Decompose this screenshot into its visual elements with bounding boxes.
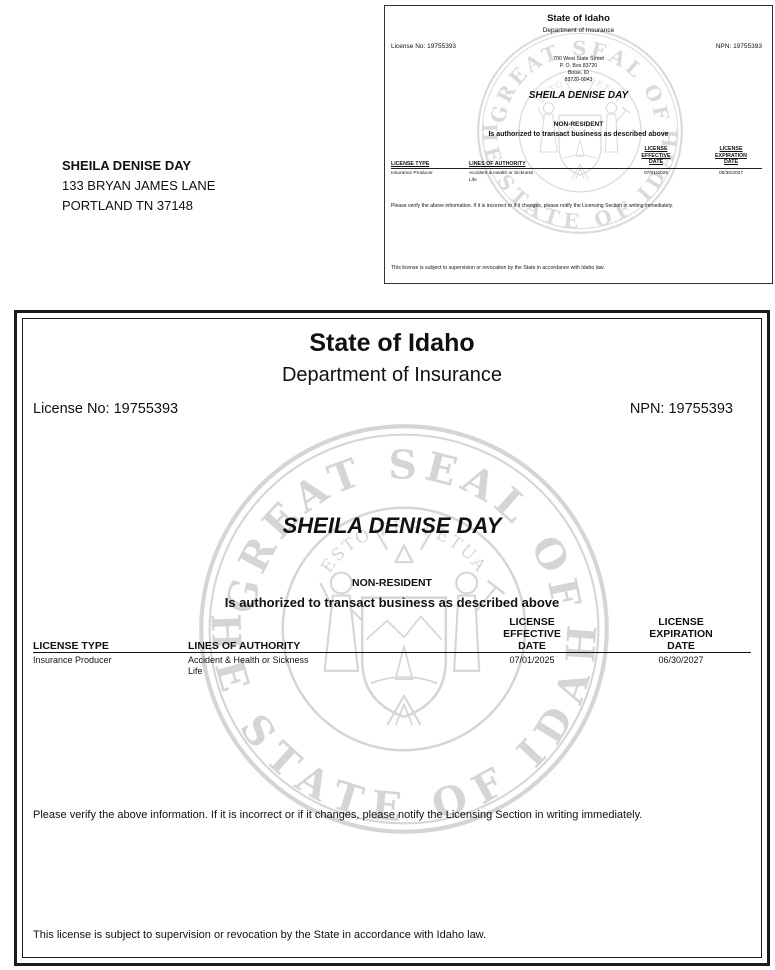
certificate-residency: NON-RESIDENT	[352, 577, 432, 589]
card-cell-license-type: Insurance Producer	[391, 171, 433, 176]
cell-effective-date: 07/01/2025	[509, 655, 555, 665]
mailing-street: 133 BRYAN JAMES LANE	[62, 178, 216, 193]
card-header-license-type: LICENSE TYPE	[391, 161, 430, 167]
header-expiration-date	[631, 616, 731, 652]
card-npn: NPN: 19755393	[715, 43, 762, 50]
header-line: EFFECTIVE	[503, 628, 561, 640]
authority-line: Accident & Health or Sickness	[188, 655, 309, 665]
card-authority-line: Accident & Health or Sickness	[469, 171, 534, 176]
certificate-licensee-name: SHEILA DENISE DAY	[282, 513, 502, 538]
cell-expiration-date: 06/30/2027	[658, 655, 704, 665]
certificate-license-number: License No: 19755393	[33, 401, 179, 417]
card-table-rule	[391, 168, 762, 169]
card-header-line: LICENSE	[719, 146, 743, 152]
card-header-expiration-date	[701, 146, 761, 166]
card-verify-note: Please verify the above information. If it is incorrect or if it changes, please notify the Licensing Section in writing immediately.	[391, 203, 674, 209]
header-line: LICENSE	[658, 616, 704, 628]
cell-lines-of-authority	[188, 655, 309, 677]
header-line: LICENSE	[509, 616, 555, 628]
mailing-city-line: PORTLAND TN 37148	[62, 198, 194, 213]
card-address-line: Boise, ID	[567, 70, 590, 76]
card-licensee-name: SHEILA DENISE DAY	[528, 90, 629, 101]
authority-line: Life	[188, 666, 203, 676]
card-title: State of Idaho	[547, 13, 610, 24]
card-cell-lines-of-authority	[469, 170, 533, 184]
header-line: EXPIRATION	[649, 628, 713, 640]
card-address-line: 83720-0043	[564, 77, 593, 83]
certificate-table-rule	[33, 652, 751, 653]
certificate-verify-note: Please verify the above information. If it is incorrect or if it changes, please notify the Licensing Section in writing immediately.	[33, 809, 643, 821]
card-header-line: EFFECTIVE	[641, 152, 671, 159]
card-cell-expiration-date: 06/30/2027	[718, 171, 743, 176]
certificate-npn: NPN: 19755393	[629, 401, 733, 417]
cell-license-type: Insurance Producer	[33, 655, 112, 665]
card-header-line: LICENSE	[644, 146, 668, 152]
card-license-number: License No: 19755393	[391, 43, 457, 50]
header-license-type: LICENSE TYPE	[33, 640, 109, 652]
mailing-address	[62, 156, 215, 216]
card-residency: NON-RESIDENT	[553, 121, 604, 128]
card-address-line: P. O. Box 83720	[559, 63, 598, 69]
certificate-subject-note: This license is subject to supervision or revocation by the State in accordance with Idaho law.	[33, 929, 487, 941]
certificate-title: State of Idaho	[309, 329, 475, 357]
header-effective-date	[487, 616, 577, 652]
card-header-line: DATE	[648, 159, 664, 165]
license-certificate	[14, 310, 770, 966]
card-cell-effective-date: 07/01/2025	[643, 171, 668, 176]
card-department-address	[385, 56, 772, 84]
certificate-authorization: Is authorized to transact business as described above	[224, 595, 560, 610]
card-authorization: Is authorized to transact business as described above	[488, 131, 669, 138]
header-lines-of-authority: LINES OF AUTHORITY	[188, 640, 301, 652]
mailing-name: SHEILA DENISE DAY	[62, 158, 192, 173]
card-address-line: 700 West State Street	[553, 56, 604, 62]
card-department: Department of Insurance	[542, 27, 615, 34]
card-subject-note: This license is subject to supervision or revocation by the State in accordance with Idaho law.	[391, 265, 605, 271]
card-authority-line: Life	[469, 178, 477, 183]
card-header-line: DATE	[723, 159, 739, 165]
card-header-line: EXPIRATION	[715, 152, 747, 159]
certificate-department: Department of Insurance	[281, 364, 503, 386]
card-header-lines-of-authority: LINES OF AUTHORITY	[469, 161, 526, 167]
header-line: DATE	[518, 640, 546, 652]
wallet-card	[384, 5, 773, 284]
card-header-effective-date	[631, 146, 681, 166]
header-line: DATE	[667, 640, 695, 652]
